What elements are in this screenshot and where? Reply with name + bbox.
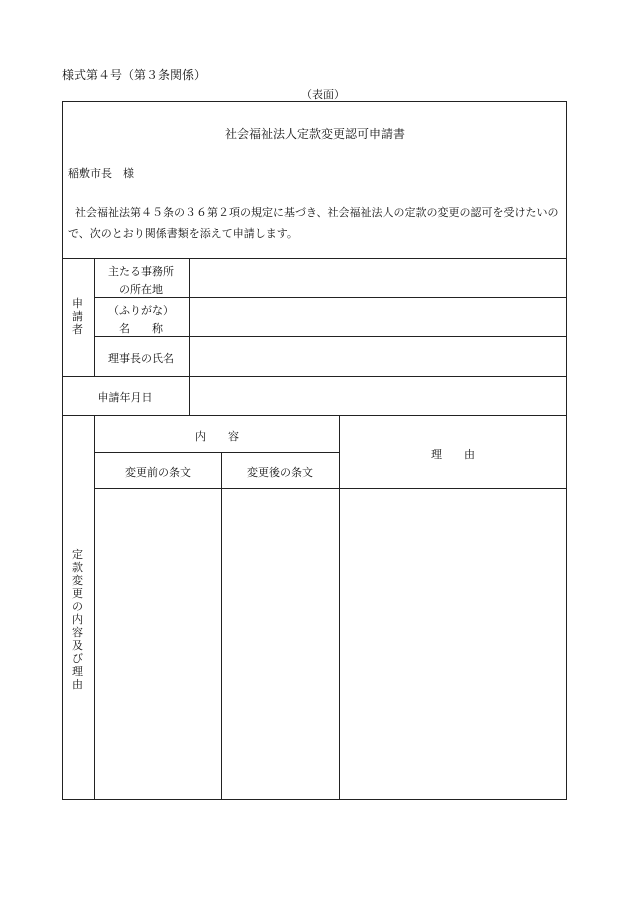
divider-label-value: [189, 258, 190, 415]
divider-changes-group: [94, 415, 95, 800]
reason-header: 理 由: [431, 448, 475, 461]
name-label: 名 称: [119, 322, 163, 335]
changes-label-char: び: [72, 652, 83, 665]
applicant-label-char: 者: [72, 323, 83, 336]
form-title: 社会福祉法人定款変更認可申請書: [224, 127, 406, 141]
office-label-line1: 主たる事務所: [108, 265, 174, 278]
body-text-line2: で、次のとおり関係書類を添えて申請します。: [68, 227, 298, 240]
applicant-group-label: [72, 297, 83, 336]
changes-label-char: 理: [72, 665, 83, 678]
applicant-label-char: 申: [72, 297, 83, 310]
after-header: 変更後の条文: [247, 466, 313, 479]
rule-after-name: [94, 336, 567, 337]
changes-label-char: 定: [72, 548, 83, 561]
form-number: 様式第４号（第３条関係）: [62, 68, 207, 82]
divider-applicant-group: [94, 258, 95, 376]
changes-group-label: [72, 548, 83, 691]
before-header: 変更前の条文: [125, 466, 191, 479]
application-date-label: 申請年月日: [97, 391, 153, 404]
rule-after-office: [94, 297, 567, 298]
changes-label-char: 内: [72, 613, 83, 626]
changes-label-char: 由: [72, 678, 83, 691]
addressee: 稲敷市長 様: [68, 167, 134, 180]
changes-label-char: 款: [72, 561, 83, 574]
divider-reason: [339, 415, 340, 800]
rule-after-header: [62, 258, 567, 259]
side-label: （表面）: [301, 88, 345, 101]
rule-after-date: [62, 415, 567, 416]
changes-label-char: 更: [72, 587, 83, 600]
body-text-line1: 社会福祉法第４５条の３６第２項の規定に基づき、社会福祉法人の定款の変更の認可を受けたいの: [64, 206, 559, 219]
office-label-line2: の所在地: [119, 283, 163, 296]
changes-label-char: の: [72, 600, 83, 613]
content-header: 内 容: [195, 430, 239, 443]
furigana-label: （ふりがな）: [108, 304, 174, 317]
chairman-name-label: 理事長の氏名: [108, 352, 174, 365]
changes-label-char: 及: [72, 639, 83, 652]
changes-label-char: 容: [72, 626, 83, 639]
rule-after-change-headers: [94, 488, 567, 489]
rule-content-split: [94, 452, 339, 453]
applicant-label-char: 請: [72, 310, 83, 323]
changes-label-char: 変: [72, 574, 83, 587]
divider-before-after: [221, 452, 222, 800]
rule-after-applicant: [62, 376, 567, 377]
